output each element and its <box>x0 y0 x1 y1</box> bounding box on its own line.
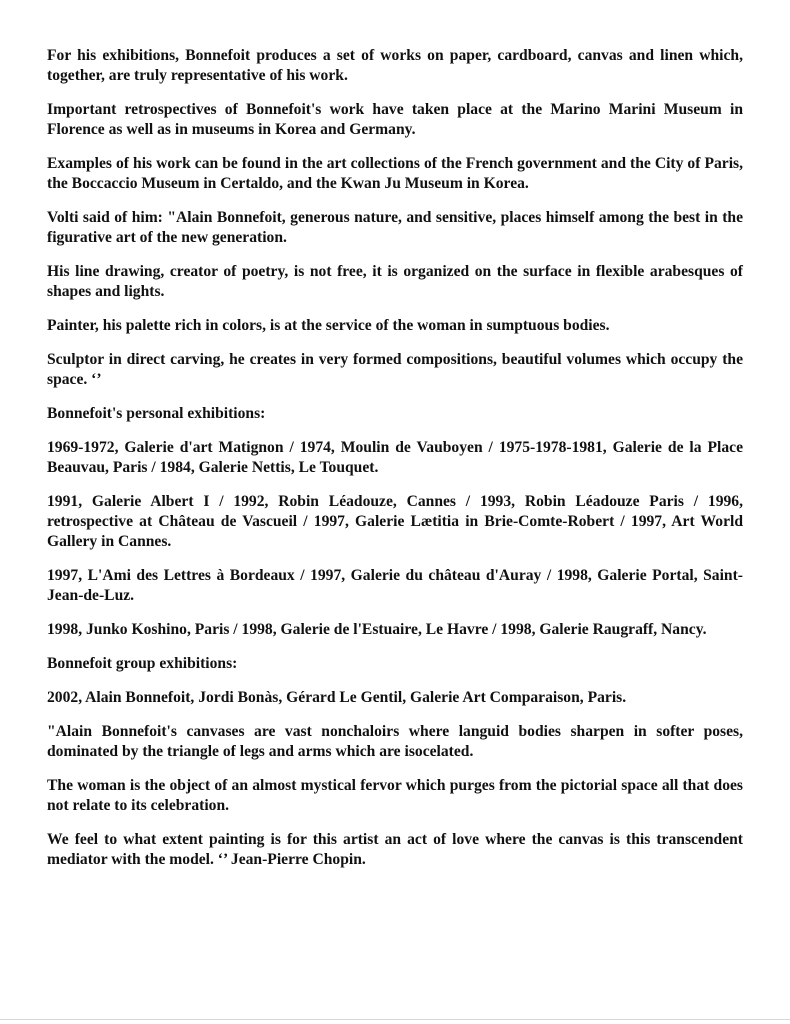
paragraph-volti-quote: Volti said of him: "Alain Bonnefoit, generous nature, and sensitive, places himself among the best in the figurative art of the new generation. <box>47 209 743 246</box>
paragraph-line-drawing: His line drawing, creator of poetry, is not free, it is organized on the surface in flexible arabesques of shapes and lights. <box>47 263 743 300</box>
paragraph-exhibitions-1991-1997: 1991, Galerie Albert I / 1992, Robin Léadouze, Cannes / 1993, Robin Léadouze Paris / 1996, retrospective at Château de Vascueil / 1997, Galerie Lætitia in Brie-Comte-Robert / 1997, Art World Gallery in Cannes. <box>47 493 743 550</box>
heading-group-exhibitions: Bonnefoit group exhibitions: <box>47 655 238 672</box>
page-bottom-edge <box>0 1019 790 1020</box>
paragraph-exhibitions-1997-1998: 1997, L'Ami des Lettres à Bordeaux / 1997, Galerie du château d'Auray / 1998, Galerie Portal, Saint-Jean-de-Luz. <box>47 567 743 604</box>
paragraph-exhibitions-1998: 1998, Junko Koshino, Paris / 1998, Galerie de l'Estuaire, Le Havre / 1998, Galerie Raugraff, Nancy. <box>47 621 707 638</box>
document-body <box>47 46 743 884</box>
paragraph-exhibitions-1969-1984: 1969-1972, Galerie d'art Matignon / 1974, Moulin de Vauboyen / 1975-1978-1981, Galerie de la Place Beauvau, Paris / 1984, Galerie Nettis, Le Touquet. <box>47 439 743 476</box>
paragraph-retrospectives: Important retrospectives of Bonnefoit's work have taken place at the Marino Marini Museum in Florence as well as in museums in Korea and Germany. <box>47 101 743 138</box>
paragraph-exhibitions-works: For his exhibitions, Bonnefoit produces a set of works on paper, cardboard, canvas and linen which, together, are truly representative of his work. <box>47 47 743 84</box>
paragraph-chopin-love: We feel to what extent painting is for this artist an act of love where the canvas is this transcendent mediator with the model. ‘’ Jean-Pierre Chopin. <box>47 831 743 868</box>
paragraph-sculptor: Sculptor in direct carving, he creates in very formed compositions, beautiful volumes which occupy the space. ‘’ <box>47 351 743 388</box>
paragraph-group-2002: 2002, Alain Bonnefoit, Jordi Bonàs, Gérard Le Gentil, Galerie Art Comparaison, Paris. <box>47 689 627 706</box>
paragraph-chopin-woman: The woman is the object of an almost mystical fervor which purges from the pictorial space all that does not relate to its celebration. <box>47 777 743 814</box>
paragraph-chopin-canvases: "Alain Bonnefoit's canvases are vast nonchaloirs where languid bodies sharpen in softer poses, dominated by the triangle of legs and arms which are isocelated. <box>47 723 743 760</box>
paragraph-painter: Painter, his palette rich in colors, is at the service of the woman in sumptuous bodies. <box>47 317 610 334</box>
paragraph-collections: Examples of his work can be found in the art collections of the French government and the City of Paris, the Boccaccio Museum in Certaldo, and the Kwan Ju Museum in Korea. <box>47 155 743 192</box>
heading-personal-exhibitions: Bonnefoit's personal exhibitions: <box>47 405 266 422</box>
